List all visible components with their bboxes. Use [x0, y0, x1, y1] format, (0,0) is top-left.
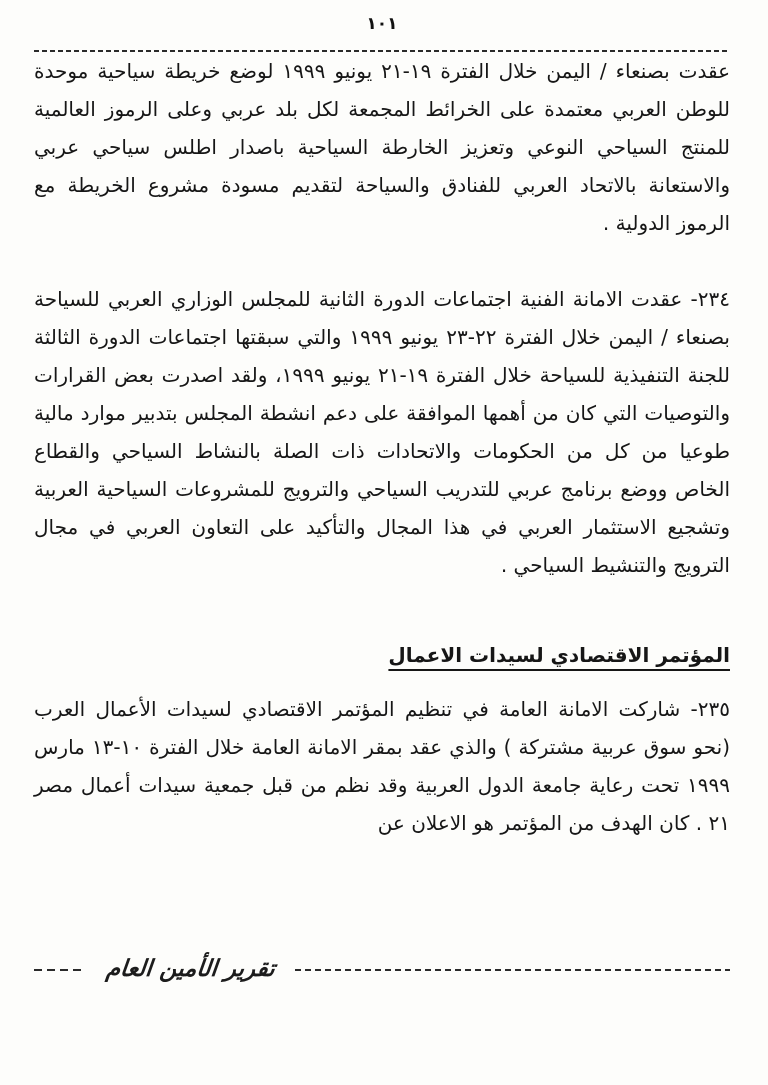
paragraph-text: عقدت بصنعاء / اليمن خلال الفترة ١٩-٢١ يونيو ١٩٩٩ لوضع خريطة سياحية موحدة للوطن العربي معتمدة على الخرائط المجمعة لكل بلد عربي وعلى الرموز العالمية للمنتج السياحي النوعي وتعزيز الخارطة السياحية باصدار اطلس سياحي عربي والاستعانة بالاتحاد العربي للفنادق والسياحة لتقديم مسودة مشروع الخريطة مع الرموز الدولية . — [34, 59, 731, 235]
paragraph-235 — [34, 690, 730, 842]
paragraph-234 — [34, 280, 730, 584]
footer-divider-rule — [295, 969, 730, 971]
section-heading-text: المؤتمر الاقتصادي لسيدات الاعمال — [388, 643, 730, 667]
paragraph-text: عقدت الامانة الفنية اجتماعات الدورة الثانية للمجلس الوزاري العربي للسياحة بصنعاء / اليمن خلال الفترة ٢٢-٢٣ يونيو ١٩٩٩ والتي سبقتها اجتماعات الدورة الثالثة للجنة التنفيذية للسياحة خلال الفترة ١٩-٢١ يونيو ١٩٩٩، ولقد اصدرت بعض القرارات والتوصيات التي كان من أهمها الموافقة على دعم انشطة المجلس بتدبير موارد مالية طوعيا من كل من الحكومات والاتحادات ذات الصلة بالنشاط السياحي والقطاع الخاص ووضع برنامج عربي للتدريب السياحي والترويج للمشروعات السياحية العربية وتشجيع الاستثمار العربي في هذا المجال والتأكيد على التعاون العربي في مجال الترويج والتنشيط السياحي . — [34, 287, 731, 577]
section-heading — [34, 636, 730, 674]
paragraph-number: ٢٣٤- — [690, 287, 730, 311]
paragraph-continuation — [34, 52, 730, 242]
document-body — [34, 52, 730, 842]
footer-short-rule — [34, 969, 86, 971]
paragraph-text: شاركت الامانة العامة في تنظيم المؤتمر الاقتصادي لسيدات الأعمال العرب (نحو سوق عربية مشتركة ) والذي عقد بمقر الامانة العامة خلال الفترة ١٠-١٣ مارس ١٩٩٩ تحت رعاية جامعة الدول العربية وقد نظم من قبل جمعية سيدات أعمال مصر ٢١ . كان الهدف من المؤتمر هو الاعلان عن — [34, 697, 730, 835]
page-footer — [34, 958, 730, 981]
footer-signature: تقرير الأمين العام — [104, 956, 277, 982]
paragraph-number: ٢٣٥- — [690, 697, 730, 721]
page-number: ١٠١ — [366, 14, 398, 34]
